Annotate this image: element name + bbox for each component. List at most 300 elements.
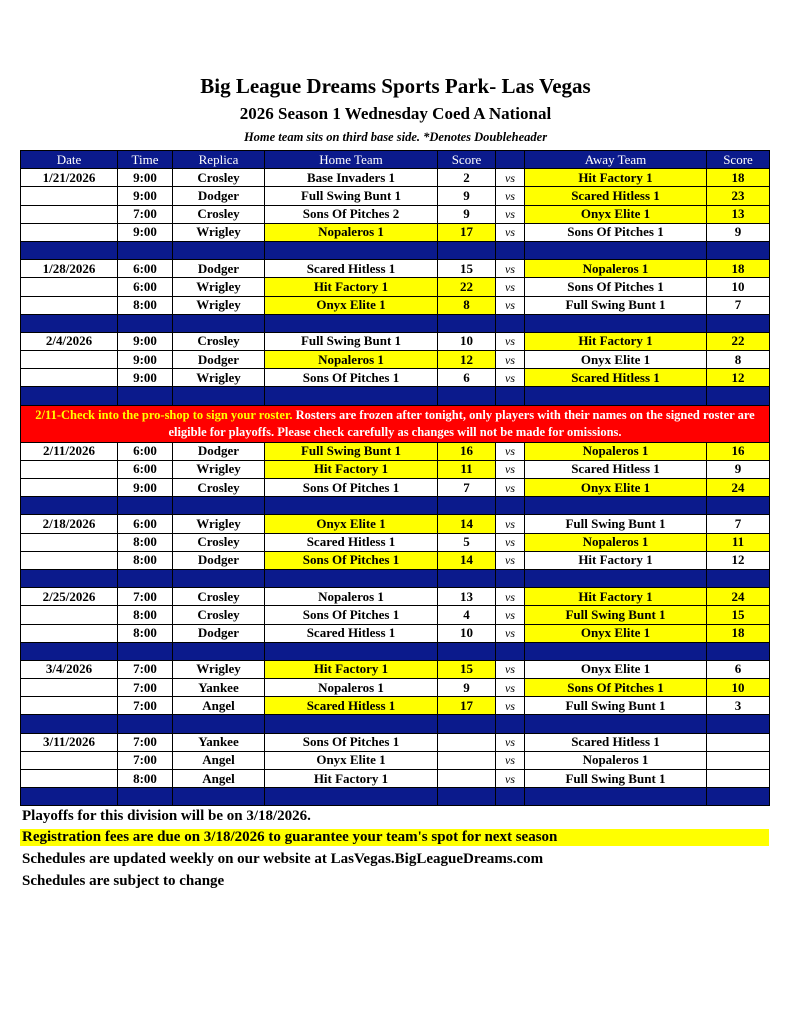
game-date [21, 770, 118, 788]
game-row [21, 351, 770, 369]
week-separator [21, 314, 770, 332]
home-score: 10 [438, 624, 496, 642]
separator-cell [496, 497, 525, 515]
game-row [21, 187, 770, 205]
game-field: Angel [173, 697, 265, 715]
game-date: 3/11/2026 [21, 733, 118, 751]
separator-cell [265, 715, 438, 733]
game-date [21, 606, 118, 624]
separator-cell [707, 387, 770, 405]
separator-cell [265, 241, 438, 259]
home-team: Sons Of Pitches 2 [265, 205, 438, 223]
home-score: 15 [438, 660, 496, 678]
game-date [21, 679, 118, 697]
game-time: 7:00 [118, 697, 173, 715]
home-team: Nopaleros 1 [265, 679, 438, 697]
game-time: 9:00 [118, 479, 173, 497]
game-time: 7:00 [118, 733, 173, 751]
separator-cell [525, 788, 707, 806]
game-field: Dodger [173, 187, 265, 205]
game-row [21, 332, 770, 350]
game-time: 9:00 [118, 369, 173, 387]
away-score: 13 [707, 205, 770, 223]
separator-cell [118, 569, 173, 587]
col-home-score: Score [438, 151, 496, 169]
week-separator [21, 387, 770, 405]
game-row [21, 733, 770, 751]
vs-label: vs [496, 479, 525, 497]
separator-cell [707, 715, 770, 733]
game-date: 1/28/2026 [21, 260, 118, 278]
away-score: 12 [707, 551, 770, 569]
game-time: 8:00 [118, 551, 173, 569]
game-row [21, 606, 770, 624]
game-time: 6:00 [118, 278, 173, 296]
home-score: 9 [438, 205, 496, 223]
away-score: 18 [707, 260, 770, 278]
subject-to-change-note: Schedules are subject to change [22, 873, 225, 889]
schedule-body [21, 169, 770, 806]
col-replica: Replica [173, 151, 265, 169]
separator-cell [21, 715, 118, 733]
home-team: Hit Factory 1 [265, 278, 438, 296]
separator-cell [496, 642, 525, 660]
game-date [21, 551, 118, 569]
vs-label: vs [496, 296, 525, 314]
away-score: 7 [707, 515, 770, 533]
away-team: Hit Factory 1 [525, 332, 707, 350]
separator-cell [118, 715, 173, 733]
game-row [21, 479, 770, 497]
away-score: 9 [707, 223, 770, 241]
game-field: Crosley [173, 588, 265, 606]
page-title: Big League Dreams Sports Park- Las Vegas [200, 74, 591, 98]
vs-label: vs [496, 624, 525, 642]
game-date: 3/4/2026 [21, 660, 118, 678]
game-date [21, 479, 118, 497]
home-score: 16 [438, 442, 496, 460]
separator-cell [496, 241, 525, 259]
away-team: Sons Of Pitches 1 [525, 679, 707, 697]
separator-cell [173, 241, 265, 259]
game-date [21, 296, 118, 314]
away-team: Nopaleros 1 [525, 260, 707, 278]
away-score: 18 [707, 169, 770, 187]
home-team: Base Invaders 1 [265, 169, 438, 187]
roster-notice-row [21, 405, 770, 442]
game-date [21, 624, 118, 642]
separator-cell [707, 497, 770, 515]
game-field: Crosley [173, 606, 265, 624]
game-time: 8:00 [118, 296, 173, 314]
game-field: Angel [173, 770, 265, 788]
website-note: Schedules are updated weekly on our website at LasVegas.BigLeagueDreams.com [22, 851, 544, 867]
away-score [707, 733, 770, 751]
game-row [21, 169, 770, 187]
game-time: 9:00 [118, 351, 173, 369]
game-field: Wrigley [173, 278, 265, 296]
roster-notice-highlight: 2/11-Check into the pro-shop to sign your roster. [35, 407, 293, 422]
game-row [21, 697, 770, 715]
game-row [21, 533, 770, 551]
game-time: 7:00 [118, 679, 173, 697]
game-time: 7:00 [118, 205, 173, 223]
separator-cell [707, 642, 770, 660]
game-field: Wrigley [173, 460, 265, 478]
game-field: Angel [173, 751, 265, 769]
separator-cell [265, 569, 438, 587]
separator-cell [173, 788, 265, 806]
home-score: 10 [438, 332, 496, 350]
separator-cell [173, 715, 265, 733]
home-score: 7 [438, 479, 496, 497]
game-row [21, 260, 770, 278]
home-score: 11 [438, 460, 496, 478]
separator-cell [438, 569, 496, 587]
away-score: 24 [707, 588, 770, 606]
game-time: 9:00 [118, 187, 173, 205]
game-field: Crosley [173, 332, 265, 350]
home-team: Scared Hitless 1 [265, 624, 438, 642]
division-subtitle: 2026 Season 1 Wednesday Coed A National [239, 104, 552, 123]
separator-cell [707, 569, 770, 587]
home-score [438, 751, 496, 769]
home-team: Sons Of Pitches 1 [265, 733, 438, 751]
game-time: 6:00 [118, 260, 173, 278]
away-team: Scared Hitless 1 [525, 187, 707, 205]
game-row [21, 551, 770, 569]
game-date [21, 351, 118, 369]
game-field: Dodger [173, 351, 265, 369]
away-team: Onyx Elite 1 [525, 660, 707, 678]
game-field: Dodger [173, 551, 265, 569]
separator-cell [496, 569, 525, 587]
registration-note: Registration fees are due on 3/18/2026 to guarantee your team's spot for next season [20, 829, 769, 846]
away-score [707, 751, 770, 769]
vs-label: vs [496, 460, 525, 478]
game-field: Dodger [173, 624, 265, 642]
away-score: 15 [707, 606, 770, 624]
home-team: Scared Hitless 1 [265, 697, 438, 715]
game-date [21, 278, 118, 296]
away-score: 10 [707, 679, 770, 697]
game-time: 8:00 [118, 533, 173, 551]
game-row [21, 751, 770, 769]
game-row [21, 515, 770, 533]
game-time: 8:00 [118, 624, 173, 642]
separator-cell [496, 387, 525, 405]
game-field: Wrigley [173, 515, 265, 533]
home-score: 17 [438, 223, 496, 241]
game-time: 9:00 [118, 169, 173, 187]
game-field: Crosley [173, 479, 265, 497]
away-team: Hit Factory 1 [525, 588, 707, 606]
away-team: Onyx Elite 1 [525, 479, 707, 497]
game-time: 7:00 [118, 660, 173, 678]
away-team: Sons Of Pitches 1 [525, 278, 707, 296]
home-score [438, 733, 496, 751]
separator-cell [525, 387, 707, 405]
separator-cell [525, 241, 707, 259]
separator-cell [438, 642, 496, 660]
away-score: 12 [707, 369, 770, 387]
playoffs-note: Playoffs for this division will be on 3/18/2026. [22, 808, 311, 824]
separator-cell [265, 788, 438, 806]
game-row [21, 460, 770, 478]
away-score: 7 [707, 296, 770, 314]
separator-cell [118, 497, 173, 515]
home-team: Hit Factory 1 [265, 660, 438, 678]
game-time: 8:00 [118, 606, 173, 624]
separator-cell [525, 715, 707, 733]
separator-cell [438, 314, 496, 332]
home-team: Sons Of Pitches 1 [265, 606, 438, 624]
vs-label: vs [496, 533, 525, 551]
separator-cell [265, 642, 438, 660]
vs-label: vs [496, 205, 525, 223]
separator-cell [118, 642, 173, 660]
week-separator [21, 788, 770, 806]
home-team: Hit Factory 1 [265, 770, 438, 788]
vs-label: vs [496, 351, 525, 369]
week-separator [21, 642, 770, 660]
separator-cell [21, 387, 118, 405]
away-score: 23 [707, 187, 770, 205]
game-row [21, 624, 770, 642]
vs-label: vs [496, 332, 525, 350]
game-row [21, 296, 770, 314]
game-row [21, 588, 770, 606]
game-row [21, 278, 770, 296]
separator-cell [265, 387, 438, 405]
away-team: Sons Of Pitches 1 [525, 223, 707, 241]
away-team: Scared Hitless 1 [525, 369, 707, 387]
separator-cell [496, 715, 525, 733]
away-team: Onyx Elite 1 [525, 205, 707, 223]
game-time: 9:00 [118, 332, 173, 350]
separator-cell [173, 314, 265, 332]
separator-cell [525, 642, 707, 660]
home-team: Nopaleros 1 [265, 351, 438, 369]
separator-cell [118, 788, 173, 806]
home-score: 14 [438, 551, 496, 569]
home-team: Sons Of Pitches 1 [265, 369, 438, 387]
game-field: Wrigley [173, 369, 265, 387]
separator-cell [525, 569, 707, 587]
col-away-score: Score [707, 151, 770, 169]
home-score: 9 [438, 187, 496, 205]
home-score: 14 [438, 515, 496, 533]
game-date [21, 697, 118, 715]
home-team: Scared Hitless 1 [265, 533, 438, 551]
home-score: 4 [438, 606, 496, 624]
game-time: 6:00 [118, 442, 173, 460]
game-date: 1/21/2026 [21, 169, 118, 187]
schedule-table [20, 150, 770, 806]
game-field: Crosley [173, 533, 265, 551]
game-field: Crosley [173, 205, 265, 223]
away-team: Full Swing Bunt 1 [525, 606, 707, 624]
separator-cell [707, 314, 770, 332]
vs-label: vs [496, 223, 525, 241]
vs-label: vs [496, 442, 525, 460]
home-team-note: Home team sits on third base side. *Denotes Doubleheader [243, 130, 548, 144]
home-team: Scared Hitless 1 [265, 260, 438, 278]
game-field: Dodger [173, 442, 265, 460]
away-score: 11 [707, 533, 770, 551]
game-field: Yankee [173, 679, 265, 697]
col-time: Time [118, 151, 173, 169]
separator-cell [173, 642, 265, 660]
separator-cell [118, 387, 173, 405]
away-score: 9 [707, 460, 770, 478]
separator-cell [525, 497, 707, 515]
game-date [21, 533, 118, 551]
away-team: Onyx Elite 1 [525, 351, 707, 369]
game-date: 2/4/2026 [21, 332, 118, 350]
game-date [21, 369, 118, 387]
away-team: Nopaleros 1 [525, 751, 707, 769]
game-row [21, 223, 770, 241]
away-score: 6 [707, 660, 770, 678]
week-separator [21, 569, 770, 587]
separator-cell [265, 497, 438, 515]
vs-label: vs [496, 679, 525, 697]
game-date: 2/25/2026 [21, 588, 118, 606]
home-team: Full Swing Bunt 1 [265, 332, 438, 350]
home-team: Hit Factory 1 [265, 460, 438, 478]
game-time: 7:00 [118, 751, 173, 769]
away-score: 18 [707, 624, 770, 642]
game-date [21, 751, 118, 769]
game-time: 6:00 [118, 460, 173, 478]
home-team: Nopaleros 1 [265, 588, 438, 606]
away-team: Nopaleros 1 [525, 442, 707, 460]
separator-cell [496, 314, 525, 332]
separator-cell [438, 241, 496, 259]
home-team: Onyx Elite 1 [265, 751, 438, 769]
game-row [21, 679, 770, 697]
separator-cell [118, 241, 173, 259]
separator-cell [173, 387, 265, 405]
week-separator [21, 715, 770, 733]
col-away-team: Away Team [525, 151, 707, 169]
game-field: Wrigley [173, 223, 265, 241]
away-team: Full Swing Bunt 1 [525, 770, 707, 788]
game-field: Yankee [173, 733, 265, 751]
vs-label: vs [496, 751, 525, 769]
game-row [21, 660, 770, 678]
col-vs [496, 151, 525, 169]
separator-cell [21, 569, 118, 587]
separator-cell [707, 241, 770, 259]
game-date [21, 187, 118, 205]
home-team: Full Swing Bunt 1 [265, 187, 438, 205]
separator-cell [438, 715, 496, 733]
home-team: Nopaleros 1 [265, 223, 438, 241]
home-score: 17 [438, 697, 496, 715]
vs-label: vs [496, 660, 525, 678]
vs-label: vs [496, 697, 525, 715]
separator-cell [21, 314, 118, 332]
away-team: Scared Hitless 1 [525, 460, 707, 478]
game-time: 9:00 [118, 223, 173, 241]
home-score: 8 [438, 296, 496, 314]
separator-cell [173, 497, 265, 515]
separator-cell [21, 241, 118, 259]
separator-cell [265, 314, 438, 332]
home-team: Onyx Elite 1 [265, 296, 438, 314]
home-score [438, 770, 496, 788]
game-field: Crosley [173, 169, 265, 187]
home-score: 6 [438, 369, 496, 387]
separator-cell [438, 788, 496, 806]
separator-cell [21, 642, 118, 660]
away-team: Hit Factory 1 [525, 551, 707, 569]
header-row [21, 151, 770, 169]
game-field: Dodger [173, 260, 265, 278]
vs-label: vs [496, 551, 525, 569]
week-separator [21, 241, 770, 259]
home-score: 2 [438, 169, 496, 187]
away-score: 24 [707, 479, 770, 497]
vs-label: vs [496, 606, 525, 624]
game-date: 2/11/2026 [21, 442, 118, 460]
game-time: 6:00 [118, 515, 173, 533]
separator-cell [21, 497, 118, 515]
vs-label: vs [496, 260, 525, 278]
game-time: 7:00 [118, 588, 173, 606]
game-date: 2/18/2026 [21, 515, 118, 533]
separator-cell [173, 569, 265, 587]
home-team: Onyx Elite 1 [265, 515, 438, 533]
home-score: 15 [438, 260, 496, 278]
home-score: 13 [438, 588, 496, 606]
vs-label: vs [496, 770, 525, 788]
away-score: 22 [707, 332, 770, 350]
separator-cell [438, 387, 496, 405]
game-row [21, 442, 770, 460]
away-team: Full Swing Bunt 1 [525, 296, 707, 314]
separator-cell [21, 788, 118, 806]
home-team: Full Swing Bunt 1 [265, 442, 438, 460]
col-date: Date [21, 151, 118, 169]
game-date [21, 223, 118, 241]
vs-label: vs [496, 278, 525, 296]
game-date [21, 205, 118, 223]
away-score [707, 770, 770, 788]
vs-label: vs [496, 515, 525, 533]
separator-cell [525, 314, 707, 332]
separator-cell [707, 788, 770, 806]
away-score: 10 [707, 278, 770, 296]
separator-cell [496, 788, 525, 806]
game-date [21, 460, 118, 478]
home-team: Sons Of Pitches 1 [265, 479, 438, 497]
home-team: Sons Of Pitches 1 [265, 551, 438, 569]
away-score: 8 [707, 351, 770, 369]
separator-cell [118, 314, 173, 332]
roster-notice-text: Rosters are frozen after tonight, only players with their names on the signed roster are eligible for playoffs. Please check carefully as changes will not be made for omissions. [168, 407, 755, 439]
home-score: 5 [438, 533, 496, 551]
game-row [21, 369, 770, 387]
away-team: Onyx Elite 1 [525, 624, 707, 642]
vs-label: vs [496, 733, 525, 751]
vs-label: vs [496, 187, 525, 205]
game-field: Wrigley [173, 296, 265, 314]
away-score: 3 [707, 697, 770, 715]
away-team: Hit Factory 1 [525, 169, 707, 187]
